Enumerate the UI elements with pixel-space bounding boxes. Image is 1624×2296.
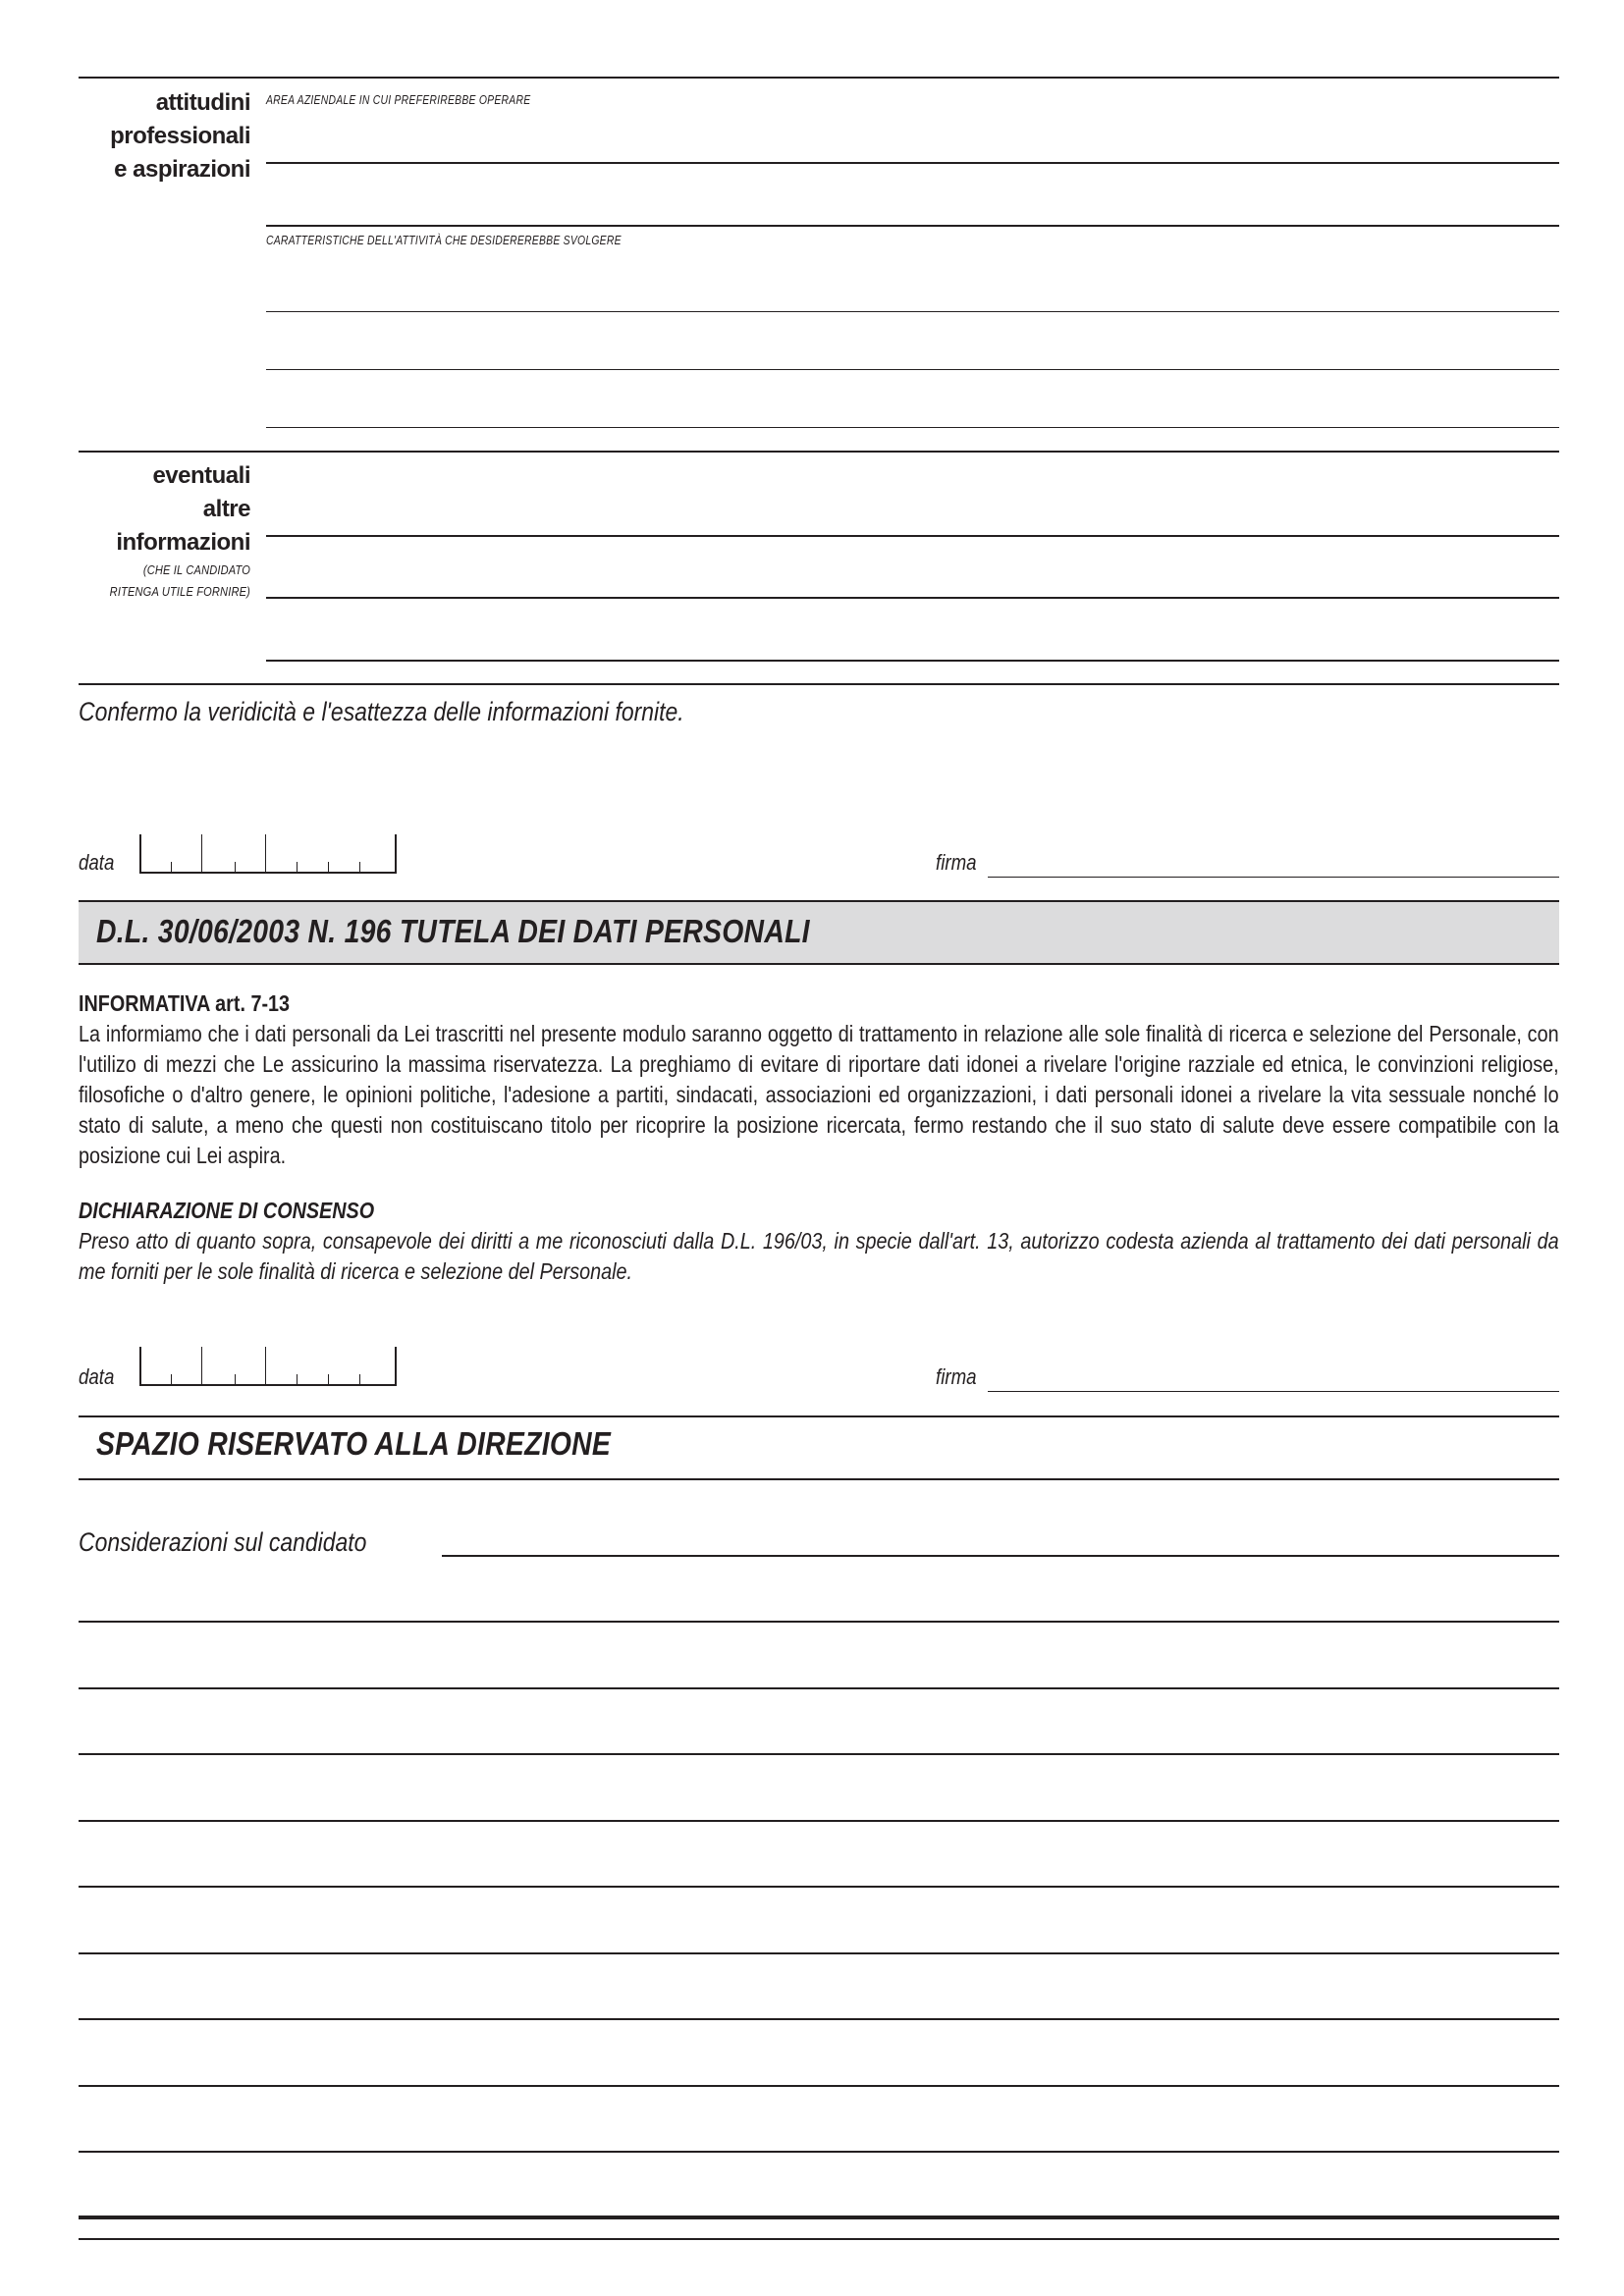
- area-aziendale-write-line[interactable]: [266, 162, 1559, 164]
- consenso-signature-line[interactable]: [988, 1391, 1559, 1392]
- page-bottom-rule: [79, 2238, 1559, 2240]
- considerazioni-write-line[interactable]: [79, 1753, 1559, 1755]
- page-bottom-rule: [79, 2216, 1559, 2219]
- considerazioni-write-line[interactable]: [79, 2085, 1559, 2087]
- conferma-date-label: data: [79, 850, 115, 875]
- attivita-write-line[interactable]: [266, 369, 1559, 370]
- date-tick: [171, 1374, 172, 1384]
- consenso-heading: DICHIARAZIONE DI CONSENSO: [79, 1198, 375, 1223]
- date-tick: [171, 862, 172, 872]
- date-separator: [265, 1347, 266, 1384]
- informativa-article-ref: art. 7-13: [209, 990, 291, 1016]
- considerazioni-write-line[interactable]: [79, 2018, 1559, 2020]
- conferma-signature-line[interactable]: [988, 877, 1559, 878]
- informativa-heading: INFORMATIVA: [79, 990, 210, 1016]
- date-tick: [235, 1374, 236, 1384]
- conferma-statement: Confermo la veridicità e l'esattezza delle informazioni fornite.: [79, 697, 684, 726]
- considerazioni-write-line[interactable]: [442, 1555, 1559, 1557]
- altre-info-write-line[interactable]: [266, 535, 1559, 537]
- section-divider-rule: [79, 451, 1559, 453]
- considerazioni-write-line[interactable]: [79, 1820, 1559, 1822]
- date-tick: [297, 862, 298, 872]
- altre-info-note-line: (CHE IL CANDIDATO: [142, 562, 250, 577]
- date-tick: [297, 1374, 298, 1384]
- aspirazioni-label-line: e aspirazioni: [114, 156, 250, 183]
- altre-info-label-line: informazioni: [116, 529, 250, 556]
- informativa-heading-row: [79, 988, 1559, 1019]
- altre-info-write-line[interactable]: [266, 660, 1559, 662]
- consenso-date-label: data: [79, 1364, 115, 1389]
- consenso-text: Preso atto di quanto sopra, consapevole dei diritti a me riconosciuti dalla D.L. 196/03, in specie dall'art. 13, autorizzo codesta azienda al trattamento dei dati personali da me forniti per le sole finalità di ricerca e selezione del Personale.: [79, 1228, 1559, 1284]
- aspirazioni-label-line: attitudini: [155, 89, 250, 116]
- date-separator: [201, 834, 202, 872]
- consenso-block: [79, 1196, 1559, 1287]
- considerazioni-write-line[interactable]: [79, 1886, 1559, 1888]
- attivita-write-line[interactable]: [266, 427, 1559, 428]
- direzione-title: SPAZIO RISERVATO ALLA DIREZIONE: [96, 1425, 612, 1462]
- attivita-write-line[interactable]: [266, 311, 1559, 312]
- date-tick: [328, 1374, 329, 1384]
- direzione-title-rule: [79, 1478, 1559, 1480]
- date-tick: [359, 1374, 360, 1384]
- considerazioni-write-line[interactable]: [79, 1687, 1559, 1689]
- date-tick: [235, 862, 236, 872]
- altre-info-label-line: eventuali: [152, 462, 250, 489]
- informativa-text: La informiamo che i dati personali da Lei trascritti nel presente modulo saranno oggetto di trattamento in relazione alle sole finalità di ricerca e selezione del Personale, con l'utilizo di mezzi che Le assicurino la massima riservatezza. La preghiamo di evitare di riportare dati idonei a rivelare l'origine razziale ed etnica, le convinzioni religiose, filosofiche o d'altro genere, le opinioni politiche, l'adesione a partiti, sindacati, associazioni ed organizzazioni, i dati personali idonei a rivelare la vita sessuale nonché lo stato di salute, a meno che questi non costituiscano titolo per ricoprire la posizione ricercata, fermo restando che il suo stato di salute deve essere compatibile con la posizione cui Lei aspira.: [79, 1021, 1559, 1168]
- considerazioni-label: Considerazioni sul candidato: [79, 1527, 367, 1557]
- altre-info-note-line: RITENGA UTILE FORNIRE): [109, 584, 250, 599]
- privacy-banner-title: D.L. 30/06/2003 N. 196 TUTELA DEI DATI PERSONALI: [96, 913, 810, 949]
- date-separator: [265, 834, 266, 872]
- altre-info-write-line[interactable]: [266, 597, 1559, 599]
- attivita-caption: CARATTERISTICHE DELL'ATTIVITÀ CHE DESIDEREREBBE SVOLGERE: [266, 233, 622, 247]
- direzione-top-rule: [79, 1415, 1559, 1417]
- conferma-signature-label: firma: [936, 850, 977, 875]
- date-tick: [328, 862, 329, 872]
- consenso-date-field[interactable]: [139, 1347, 397, 1386]
- area-aziendale-caption: AREA AZIENDALE IN CUI PREFERIREBBE OPERARE: [266, 92, 531, 107]
- aspirazioni-section-label: [69, 86, 250, 187]
- altre-info-section-label: [69, 459, 250, 560]
- area-aziendale-field-bottom: [266, 225, 1559, 227]
- consenso-signature-label: firma: [936, 1364, 977, 1389]
- aspirazioni-label-line: professionali: [110, 123, 250, 149]
- considerazioni-write-line[interactable]: [79, 1621, 1559, 1623]
- date-separator: [201, 1347, 202, 1384]
- altre-info-note: [87, 560, 250, 603]
- section-divider-rule: [79, 683, 1559, 685]
- altre-info-label-line: altre: [202, 496, 250, 522]
- conferma-date-field[interactable]: [139, 834, 397, 874]
- privacy-banner: [79, 900, 1559, 965]
- date-tick: [359, 862, 360, 872]
- considerazioni-write-line[interactable]: [79, 1952, 1559, 1954]
- section-top-rule: [79, 77, 1559, 79]
- informativa-block: [79, 988, 1559, 1171]
- considerazioni-write-line[interactable]: [79, 2151, 1559, 2153]
